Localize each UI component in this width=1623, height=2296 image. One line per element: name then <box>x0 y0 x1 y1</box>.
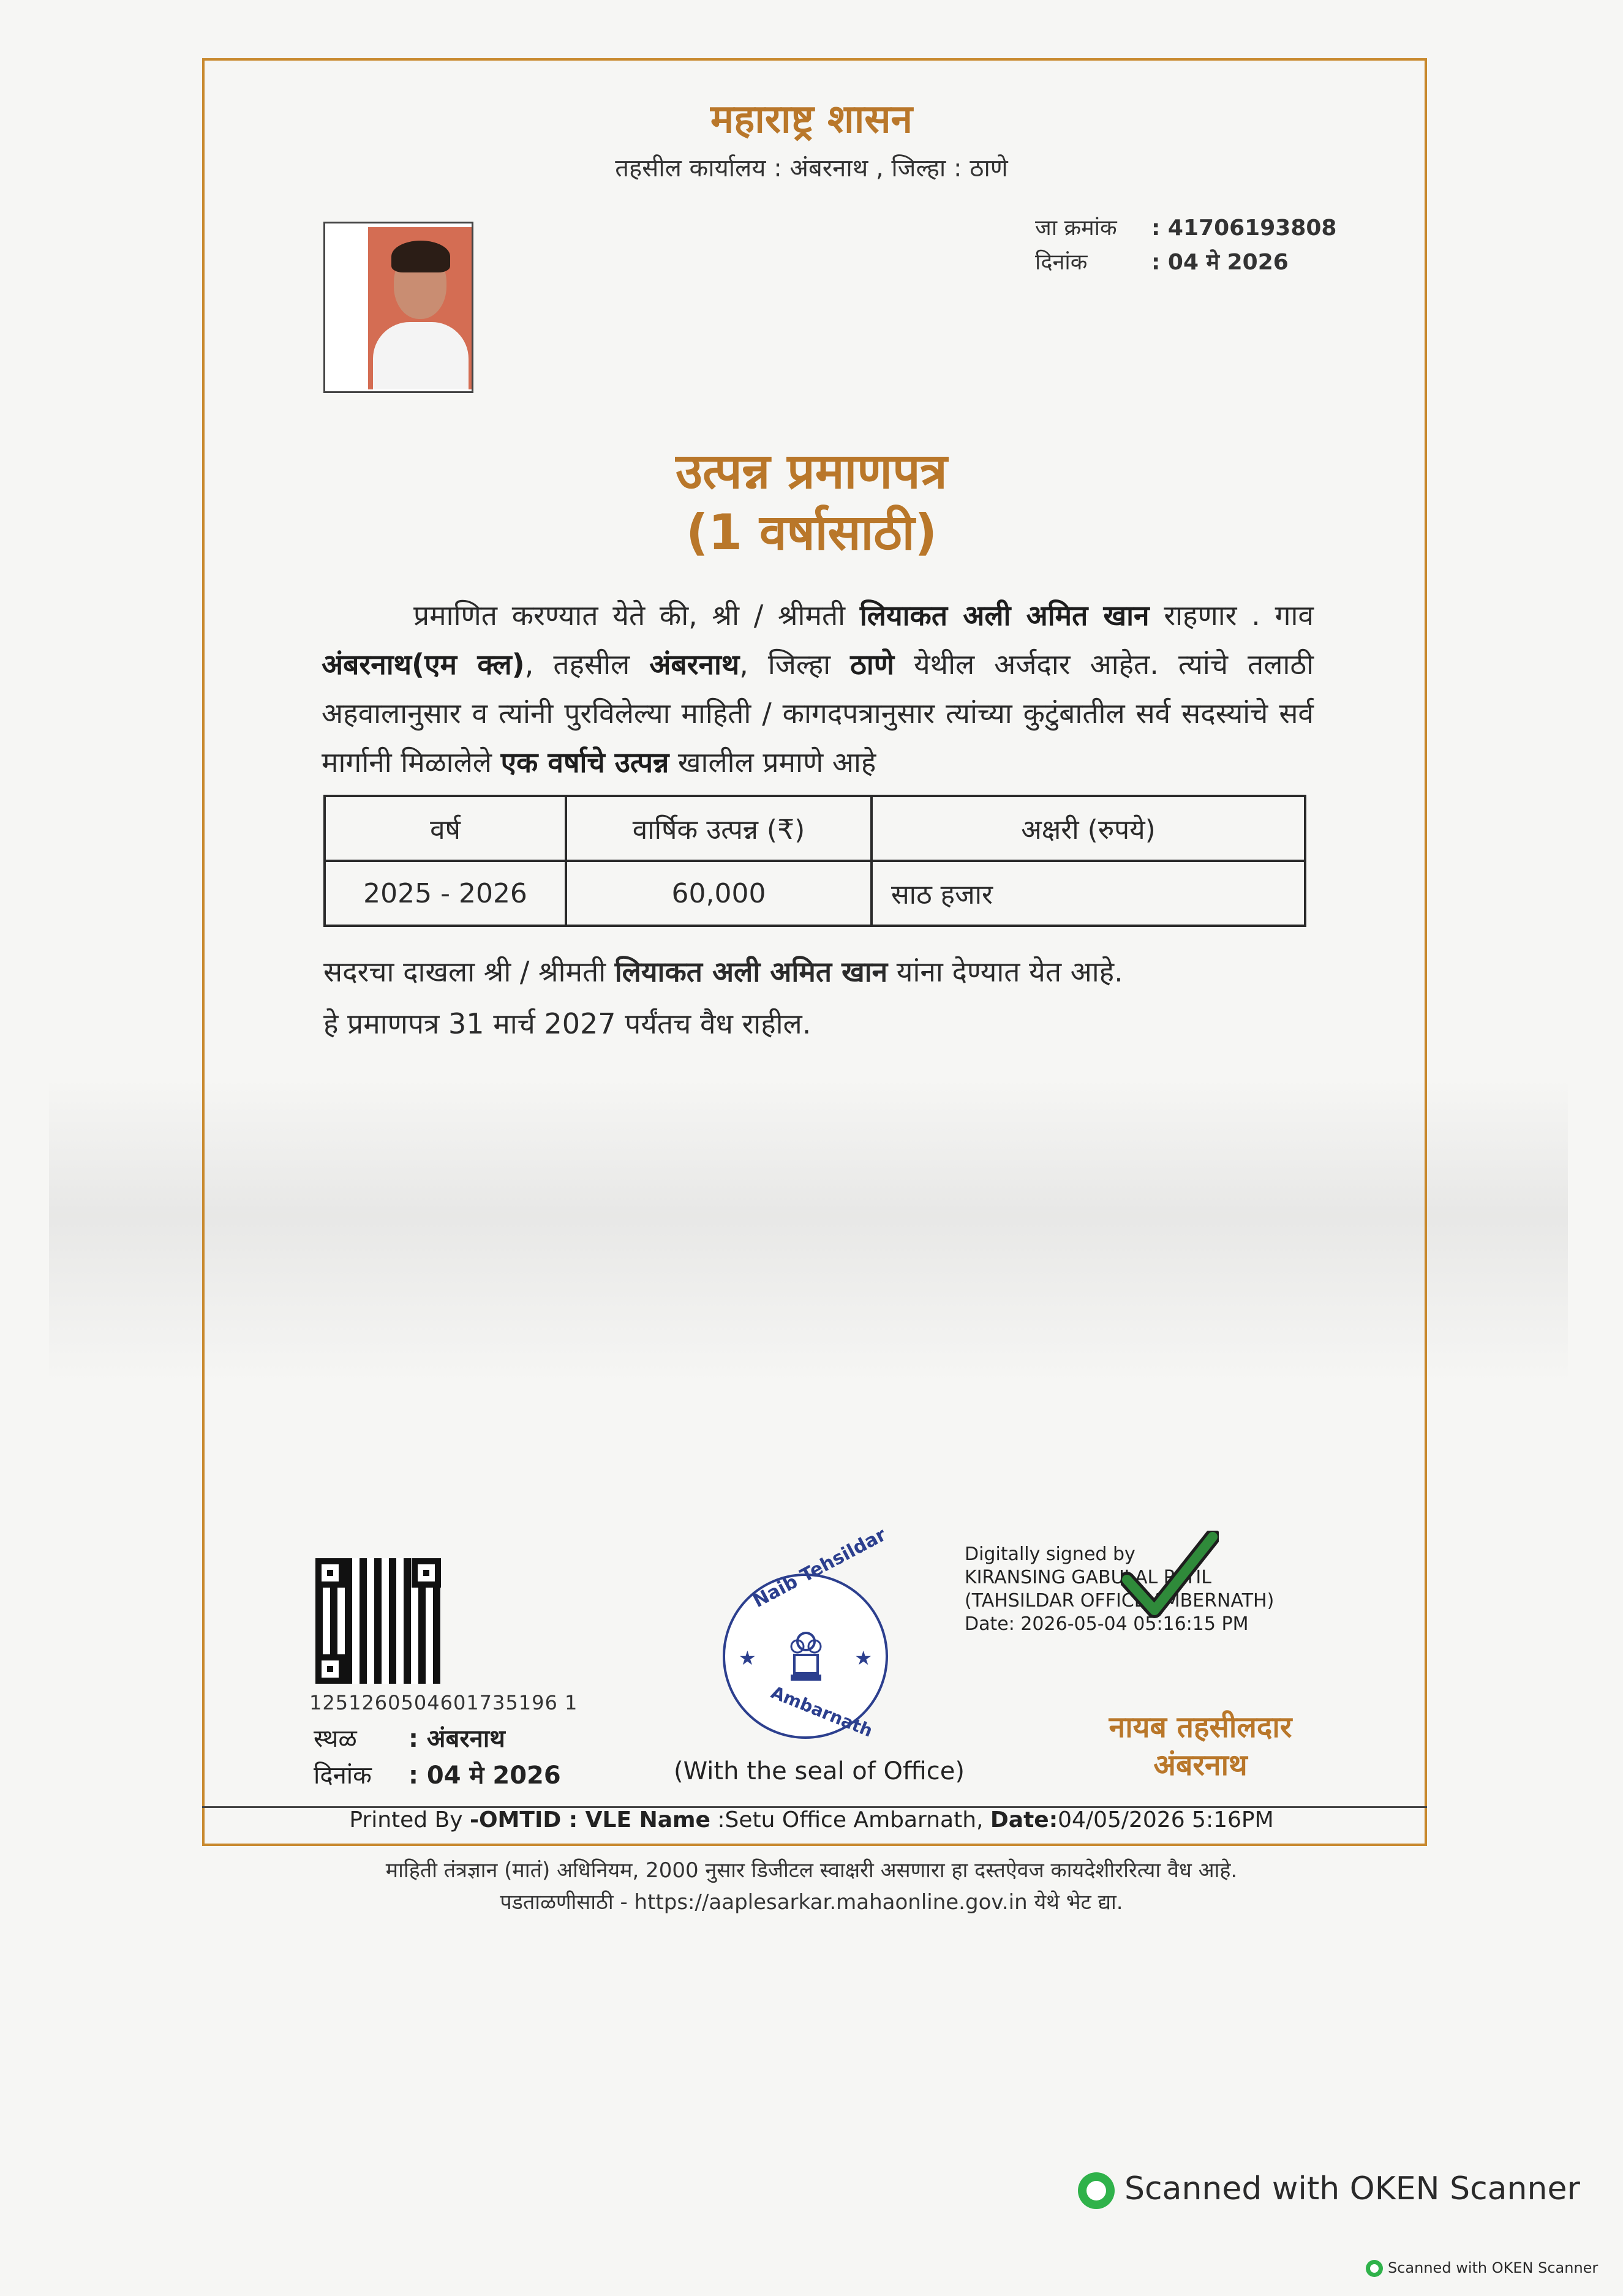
office-seal <box>723 1524 890 1741</box>
income-table <box>323 795 1306 927</box>
ref-date-label: दिनांक <box>1035 250 1088 275</box>
certificate-body <box>322 591 1314 787</box>
certificate-title <box>0 441 1623 563</box>
printed-by-label: Printed By <box>349 1807 470 1833</box>
scanner-text: Scanned with OKEN Scanner <box>1124 2170 1580 2207</box>
signature-verified-check-icon <box>1121 1531 1219 1623</box>
scanner-watermark <box>1078 2170 1580 2209</box>
oken-logo-icon <box>1366 2260 1383 2277</box>
verification-note: पडताळणीसाठी - https://aaplesarkar.mahaonline.gov.in येथे भेट द्या. <box>500 1890 1123 1915</box>
place-row <box>314 1720 505 1754</box>
body-text: येथील अर्जदार आहेत. त्यांचे तलाठी अहवालानुसार व त्यांनी पुरविलेल्या माहिती / कागदपत्रानुसार त्यांच्या कुटुंबातील सर्व सदस्यांचे सर्व मार्गानी मिळालेले <box>322 648 1314 779</box>
issue-statement <box>323 952 1123 990</box>
table-row <box>325 861 1305 926</box>
applicant-photo <box>323 222 473 393</box>
printed-by-vle: :Setu Office Ambarnath, <box>710 1807 990 1833</box>
qr-number: 1251260504601735196 1 <box>309 1691 578 1714</box>
village-name: अंबरनाथ(एम क्ल) <box>322 648 525 681</box>
scanner-watermark-small <box>1366 2259 1598 2277</box>
body-text: राहणार . गाव <box>1149 599 1314 632</box>
validity-statement: हे प्रमाणपत्र 31 मार्च 2027 पर्यंतच वैध राहील. <box>323 1007 812 1040</box>
dsig-date: Date: 2026-05-04 05:16:15 PM <box>965 1613 1249 1635</box>
certificate-title-line2: (1 वर्षासाठी) <box>685 504 938 561</box>
one-year-income-label: एक वर्षाचे उत्पन्न <box>500 746 669 779</box>
header-in-words: अक्षरी (रुपये) <box>872 796 1305 861</box>
ref-number-label: जा क्रमांक <box>1035 216 1117 241</box>
signatory <box>1090 1708 1311 1784</box>
cell-income: 60,000 <box>566 861 872 926</box>
issue-text: यांना देण्यात येत आहे. <box>887 955 1123 988</box>
dsig-office: (TAHSILDAR OFFICE AMBERNATH) <box>965 1590 1275 1611</box>
star-icon: ★ <box>739 1646 756 1670</box>
star-icon: ★ <box>854 1646 872 1670</box>
header-year: वर्ष <box>325 796 566 861</box>
issue-date-value: : 04 मे 2026 <box>409 1761 561 1790</box>
office-subtitle: तहसील कार्यालय : अंबरनाथ , जिल्हा : ठाणे <box>615 154 1008 182</box>
seal-caption: (With the seal of Office) <box>674 1757 965 1785</box>
district-name: ठाणे <box>850 648 894 681</box>
digital-signature-block <box>965 1543 1274 1636</box>
cell-words: साठ हजार <box>872 861 1305 926</box>
legal-note: माहिती तंत्रज्ञान (मातं) अधिनियम, 2000 नुसार डिजीटल स्वाक्षरी असणारा हा दस्तऐवज कायदेशीररित्या वैध आहे. <box>385 1858 1238 1883</box>
body-text: , जिल्हा <box>739 648 851 681</box>
ref-number-value: : 41706193808 <box>1151 216 1337 241</box>
scanner-text-small: Scanned with OKEN Scanner <box>1388 2259 1599 2276</box>
header-annual-income: वार्षिक उत्पन्न (₹) <box>566 796 872 861</box>
printed-by-line <box>0 1807 1623 1833</box>
seal-bottom-text: Ambarnath <box>768 1682 876 1741</box>
issue-date-label: दिनांक <box>314 1761 372 1790</box>
signatory-location: अंबरनाथ <box>1153 1748 1248 1782</box>
tehsil-name: अंबरनाथ <box>649 648 740 681</box>
seal-top-text: Naib Tehsildar <box>749 1524 890 1612</box>
body-text: खालील प्रमाणे आहे <box>669 746 876 779</box>
certificate-title-line1: उत्पन्न प्रमाणपत्र <box>676 443 947 500</box>
table-header-row <box>325 796 1305 861</box>
applicant-name: लियाकत अली अमित खान <box>859 599 1150 632</box>
government-title: महाराष्ट्र शासन <box>710 97 913 142</box>
body-text: प्रमाणित करण्यात येते की, श्री / श्रीमती <box>413 599 860 632</box>
dsig-signer: KIRANSING GABULAL PATIL <box>965 1567 1211 1588</box>
printed-by-date-label: Date: <box>990 1807 1058 1833</box>
signatory-designation: नायब तहसीलदार <box>1109 1710 1292 1744</box>
reference-block <box>1035 211 1336 280</box>
qr-code[interactable] <box>315 1558 441 1684</box>
issue-name: लियाकत अली अमित खान <box>614 955 888 988</box>
printed-by-omtid: -OMTID : VLE Name <box>470 1807 710 1833</box>
oken-logo-icon <box>1078 2172 1115 2209</box>
national-emblem-icon <box>788 1628 824 1689</box>
issue-text: सदरचा दाखला श्री / श्रीमती <box>323 955 615 988</box>
body-text: , तहसील <box>524 648 650 681</box>
dsig-line1: Digitally signed by <box>965 1544 1135 1565</box>
printed-by-date: 04/05/2026 5:16PM <box>1058 1807 1274 1833</box>
ref-date-value: : 04 मे 2026 <box>1151 250 1289 275</box>
place-value: : अंबरनाथ <box>409 1725 505 1753</box>
issue-date-row <box>314 1757 561 1791</box>
cell-year: 2025 - 2026 <box>325 861 566 926</box>
place-label: स्थळ <box>314 1725 357 1753</box>
